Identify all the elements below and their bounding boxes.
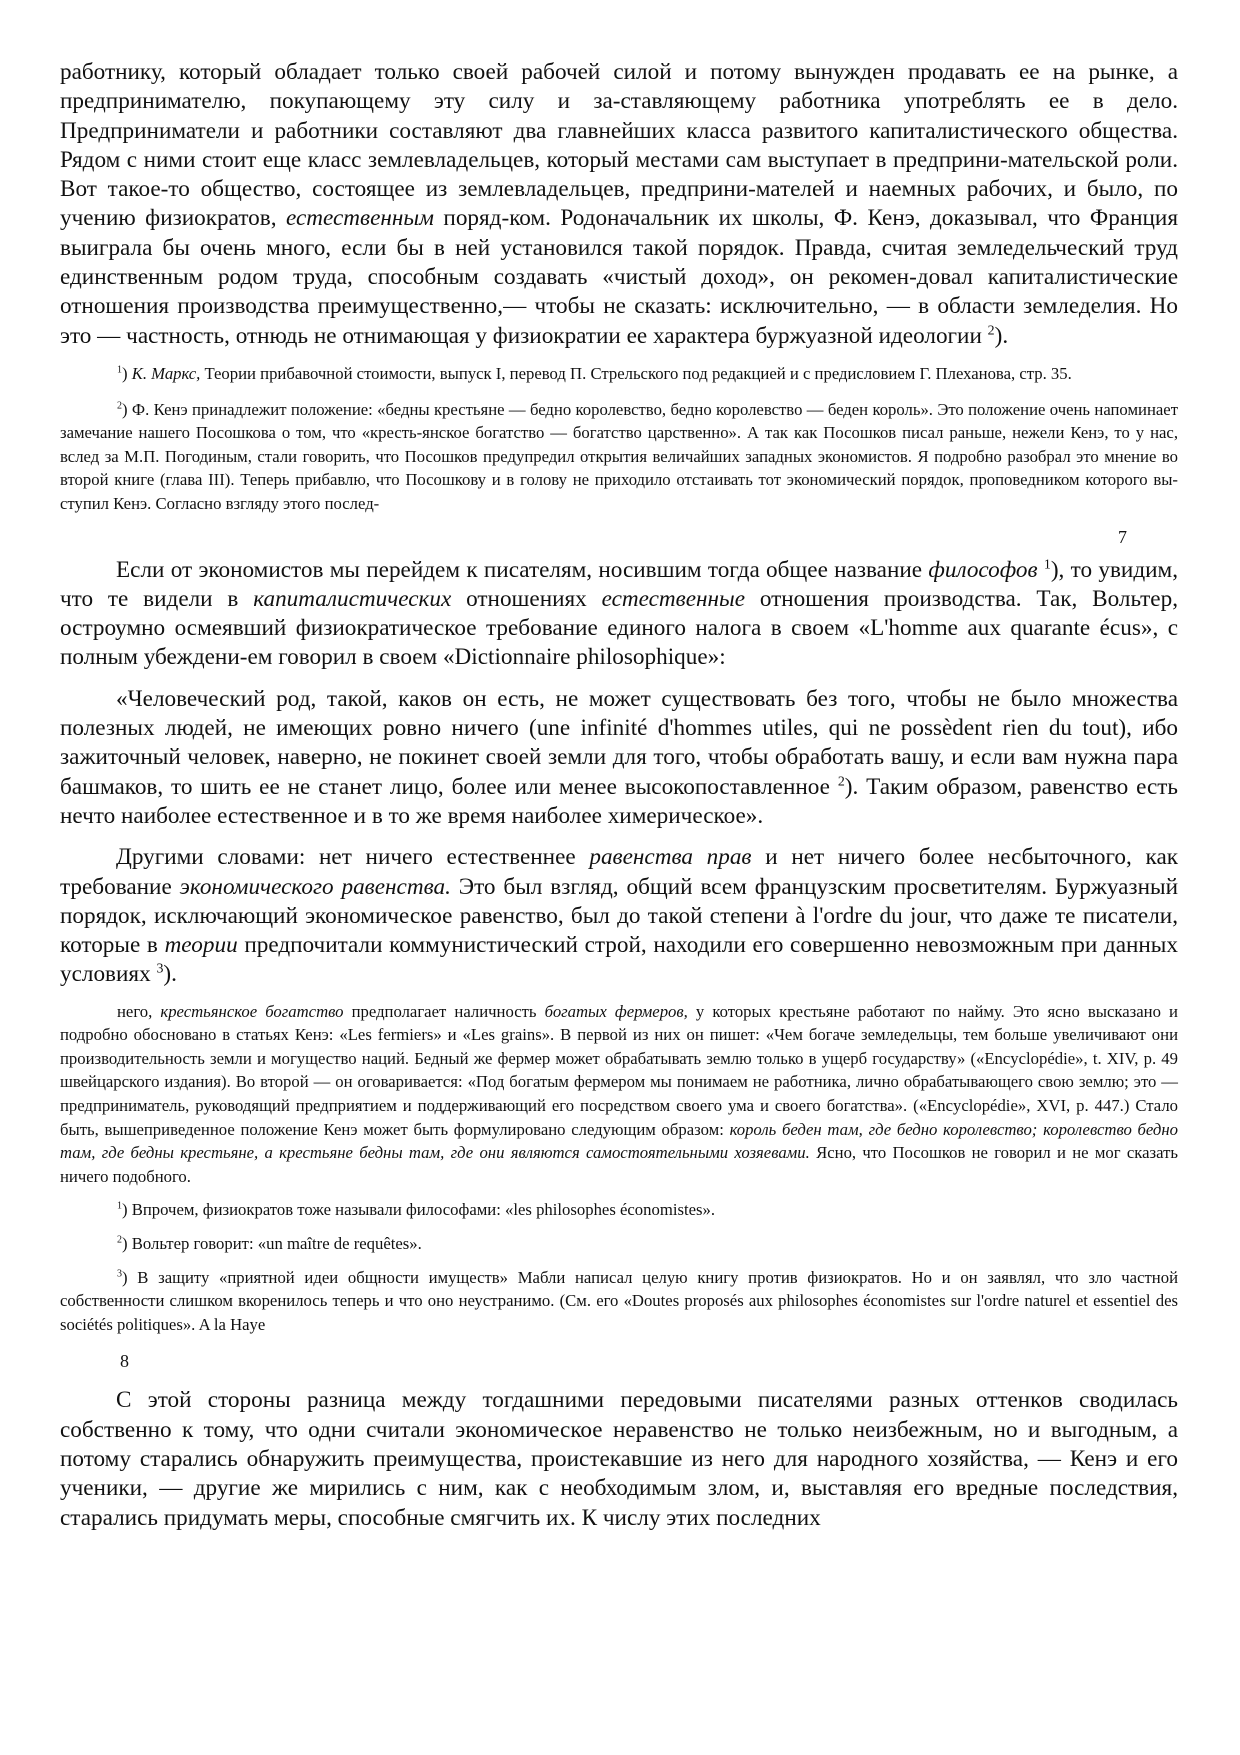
italic-text: капиталистических — [253, 585, 452, 612]
footnote-ref: 1 — [117, 364, 123, 376]
paragraph-difference — [60, 1386, 1178, 1532]
text-run: ). — [994, 322, 1009, 349]
italic-text: естественные — [601, 585, 746, 612]
text-run: ) В защиту «приятной идеи общности имуществ» Мабли написал целую книгу против физиократов. Но и он заявлял, что зло частной собственности слишком вкоренилось теперь и что оно неустранимо. (См. его «Doutes proposés aux philosophes économistes sur l'ordre naturel et essentiel des sociétés politiques». A la Haye — [60, 1267, 1178, 1334]
text-run: С этой стороны разница между тогдашними передовыми писателями разных оттенков сводилась собственно к тому, что одни считали экономическое неравенство не только неизбежным, но и выгодным, а потому старались обнаружить преимущества, проистекавшие из него для народного хозяйства, — Кенэ и его ученики, — другие же мирились с ним, как с необходимым злом, и, выставляя его вредные последствия, старались придумать меры, способные смягчить их. К числу этих последних — [60, 1387, 1178, 1531]
text-run: ), то увидим, что те видели в — [60, 556, 1179, 612]
page-number-8: 8 — [120, 1351, 129, 1372]
italic-text: богатых фермеров, — [544, 1001, 688, 1021]
text-run: и нет ничего более несбыточного, как требование — [60, 844, 1179, 900]
paragraph-equality — [60, 843, 1178, 989]
footnote-ref: 2 — [837, 773, 845, 789]
footnote-ref: 3 — [117, 1268, 123, 1280]
text-run: предпочитали коммунистический строй, находили его совершенно невозможным при данных условиях — [60, 932, 1178, 988]
text-run: Теории прибавочной стоимости, выпуск I, перевод П. Стрельского под редакцией и с предисловием Г. Плеханова, стр. 35. — [200, 363, 1072, 383]
text-run: Это был взгляд, общий всем французским просветителям. Буржуазный порядок, исключающий экономическое равенство, был до такой степени à l'ordre du jour, что даже те писатели, которые в — [60, 873, 1178, 959]
paragraph-voltaire-quote — [60, 685, 1178, 831]
text-run: Ясно, что Посошков не говорил и не мог сказать ничего подобного. — [60, 1143, 1178, 1186]
text-run: поряд-ком. Родоначальник их школы, Ф. Кенэ, доказывал, что Франция выиграла бы очень много, если бы в ней установился такой порядок. Правда, считая земледельческий труд единственным родом труда, способным создавать «чистый доход», он рекомен-довал капиталистические отношения производства преимущественно,— чтобы не сказать: исключительно, — в области земледелия. Но это — частность, отнюдь не отнимающая у физиократии ее характера буржуазной идеологии — [60, 205, 1178, 349]
text-run: ). — [163, 961, 177, 988]
text-run: ) Впрочем, физиократов тоже называли философами: «les philosophes économistes». — [122, 1200, 715, 1220]
text-run: отношениях — [451, 585, 602, 612]
footnote-ref: 1 — [1043, 556, 1051, 572]
italic-text: теории — [164, 932, 238, 959]
text-run: него, — [117, 1001, 161, 1021]
document-page — [60, 58, 1178, 1533]
footnote-continuation — [60, 1000, 1178, 1189]
italic-text: равенства прав — [589, 844, 752, 871]
footnote-1-philosophes — [60, 1198, 1178, 1222]
footnote-2-quesnay — [60, 398, 1178, 516]
footnote-1-marx — [60, 362, 1178, 386]
paragraph-philosophers — [60, 556, 1178, 673]
text-run: Другими словами: нет ничего естественнее — [116, 844, 590, 871]
footnote-ref: 1 — [117, 1200, 123, 1212]
footnote-ref: 2 — [117, 1234, 123, 1246]
text-run: отношения производства. Так, Вольтер, остроумно осмеявший физиократическое требование единого налога в своем «L'homme aux quarante écus», с полным убеждени-ем говорил в своем «Dictionnaire philosophique»: — [60, 585, 1178, 671]
footnote-ref: 2 — [117, 400, 123, 411]
text-run: ) Ф. Кенэ принадлежит положение: «бедны крестьяне — бедно королевство, бедно королевство — беден король». Это положение очень напоминает замечание нашего Посошкова о том, что «кресть-янское богатство — богатство царственно». А так как Посошков писал раньше, нежели Кенэ, то у нас, вслед за М.П. Погодиным, стали говорить, что Посошков предупредил открытия величайших западных экономистов. Я подробно разобрал это мнение во второй книге (глава III). Теперь прибавлю, что Посошкову и в голову не приходило отстаивать тот экономический порядок, проповедником которого вы-ступил Кенэ. Согласно взгляду этого послед- — [60, 399, 1178, 513]
text-run: работнику, который обладает только своей рабочей силой и потому вынужден продавать ее на рынке, а предпринимателю, покупающему эту силу и за-ставляющему работника употреблять ее в дело. Предприниматели и работники составляют два главнейших класса развитого капиталистического общества. Рядом с ними стоит еще класс землевладельцев, который местами сам выступает в предприни-мательской роли. Вот такое-то общество, состоящее из землевладельцев, предприни-мателей и наемных рабочих, и было, по учению физиократов, — [60, 59, 1178, 232]
italic-text: К. Маркс, — [131, 363, 201, 383]
italic-text: естественным — [286, 205, 434, 232]
text-run: предполагает наличность — [343, 1001, 545, 1021]
italic-text: философов — [928, 556, 1038, 583]
italic-text: экономического равенства. — [179, 873, 451, 900]
text-run: ). Таким образом, равенство есть нечто наиболее естественное и в то же время наиболее химерическое». — [60, 773, 1178, 829]
footnote-3-mably — [60, 1266, 1178, 1337]
footnote-ref: 3 — [156, 961, 164, 977]
footnote-ref: 2 — [987, 322, 995, 338]
paragraph-physiocrats-order — [60, 58, 1178, 351]
text-run: ) — [122, 363, 132, 383]
footnote-2-voltaire — [60, 1232, 1178, 1256]
text-run: у которых крестьяне работают по найму. Это ясно высказано и подробно обосновано в статьях Кенэ: «Les fermiers» и «Les grains». В первой из них он пишет: «Чем богаче земледельцы, тем больше увеличивают они производительность земли и могущество наций. Бедный же фермер может обрабатывать землю только в ущерб государству» («Encyclopédie», t. XIV, р. 49 швейцарского издания). Во второй — он оговаривается: «Под богатым фермером мы понимаем не работника, лично обрабатывающего свою землю; это — предприниматель, руководящий предприятием и поддерживающий его посредством своего ума и своего богатства». («Encyclopédie», XVI, р. 447.) Стало быть, вышеприведенное положение Кенэ может быть формулировано следующим образом: — [60, 1001, 1178, 1139]
text-run: «Человеческий род, такой, каков он есть, не может существовать без того, чтобы не было множества полезных людей, не имеющих ровно ничего (une infinité d'hommes utiles, qui ne possèdent rien du tout), ибо зажиточный человек, наверно, не покинет своей земли для того, чтобы обработать вашу, и если вам нужна пара башмаков, то шить ее не станет лицо, более или менее высокопоставленное — [60, 685, 1178, 800]
page-number-7: 7 — [1118, 526, 1127, 547]
text-run: ) Вольтер говорит: «un maître de requêtes». — [122, 1234, 422, 1254]
italic-text: король беден там, где бедно королевство; королевство бедно там, где бедны крестьяне, а крестьяне бедны там, где они являются самостоятельными хозяевами. — [60, 1119, 1178, 1163]
italic-text: крестьянское богатство — [160, 1001, 344, 1021]
text-run: Если от экономистов мы перейдем к писателям, носившим тогда общее название — [116, 556, 929, 583]
